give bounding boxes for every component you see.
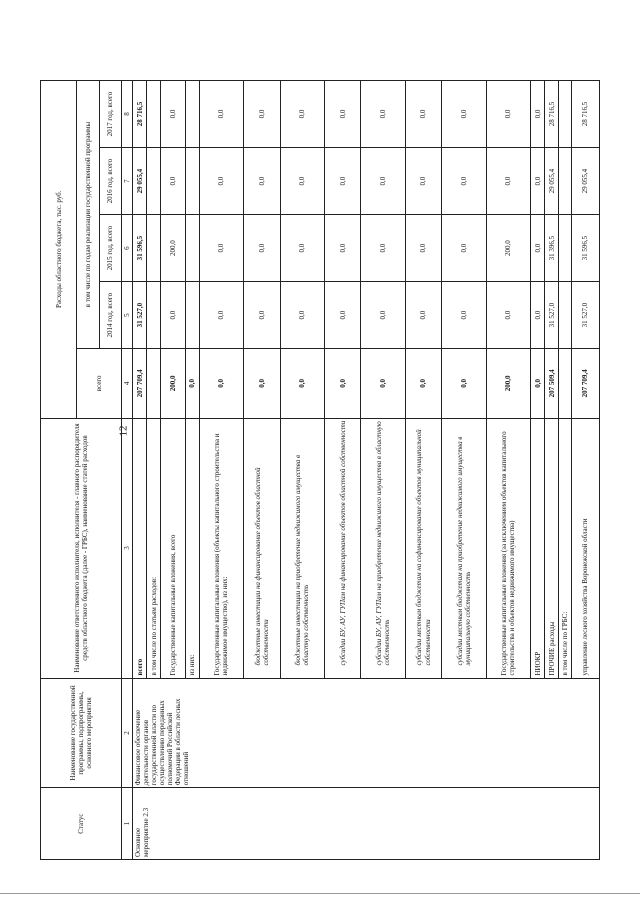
- row-2015: 0,0: [324, 215, 360, 282]
- row-2017: 0,0: [361, 81, 405, 148]
- table-wrapper: [40, 80, 600, 860]
- row-total: 0,0: [405, 349, 441, 418]
- row-label: субсидии местным бюджетам на приобретение недвижимого имущества в муниципальную собственность: [442, 418, 486, 678]
- row-label: управление лесного хозяйства Воронежской области: [571, 418, 599, 678]
- row-2015: [185, 215, 199, 282]
- header-total: всего: [77, 349, 121, 418]
- row-2016: 0,0: [405, 148, 441, 215]
- table-row: [133, 81, 147, 860]
- row-2017: 0,0: [486, 81, 530, 148]
- header-2015: 2015 год, всего: [99, 215, 121, 282]
- row-2016: [559, 148, 571, 215]
- row-total: 207 509,4: [545, 349, 559, 418]
- row-2014: 0,0: [361, 282, 405, 349]
- col-number: 7: [121, 148, 132, 215]
- row-2016: 0,0: [442, 148, 486, 215]
- row-total: [147, 349, 161, 418]
- row-total: 0,0: [199, 349, 243, 418]
- row-2015: 31 596,5: [133, 215, 147, 282]
- row-label: субсидии местным бюджетам на софинансирование объектов муниципальной собственности: [405, 418, 441, 678]
- row-2015: 0,0: [361, 215, 405, 282]
- header-program-name: Наименование государственной программы, подпрограммы, основного мероприятия: [41, 678, 122, 788]
- header-2014: 2014 год, всего: [99, 282, 121, 349]
- row-total: 207 709,4: [133, 349, 147, 418]
- row-2015: [147, 215, 161, 282]
- row-label: Государственные капитальные вложения (объекты капитального строительства и недвижимое имущество), из них:: [199, 418, 243, 678]
- row-2016: 29 055,4: [133, 148, 147, 215]
- row-2014: 0,0: [531, 282, 545, 349]
- expenses-table: [40, 80, 600, 860]
- row-2017: 0,0: [280, 81, 324, 148]
- row-label: из них:: [185, 418, 199, 678]
- row-total: 200,0: [486, 349, 530, 418]
- row-total: 0,0: [531, 349, 545, 418]
- row-2017: 28 716,5: [545, 81, 559, 148]
- row-2017: 0,0: [324, 81, 360, 148]
- row-total: 0,0: [442, 349, 486, 418]
- row-2015: 0,0: [244, 215, 280, 282]
- row-2014: [559, 282, 571, 349]
- row-label: бюджетные инвестиции на приобретение недвижимого имущества в областную собственность: [280, 418, 324, 678]
- col-number: 1: [121, 788, 132, 860]
- row-2014: [147, 282, 161, 349]
- row-2017: 28 716,5: [571, 81, 599, 148]
- row-2014: 0,0: [199, 282, 243, 349]
- row-2016: 29 055,4: [571, 148, 599, 215]
- col-number: 8: [121, 81, 132, 148]
- row-2017: [559, 81, 571, 148]
- row-label: бюджетные инвестиции на финансирование объектов областной собственности: [244, 418, 280, 678]
- row-2015: 200,0: [161, 215, 185, 282]
- row-2017: 0,0: [405, 81, 441, 148]
- row-total: 0,0: [324, 349, 360, 418]
- row-2015: 200,0: [486, 215, 530, 282]
- row-label: в том числе по статьям расходов:: [147, 418, 161, 678]
- row-2017: 0,0: [199, 81, 243, 148]
- row-2014: 31 527,0: [133, 282, 147, 349]
- row-2017: [147, 81, 161, 148]
- header-2017: 2017 год, всего: [99, 81, 121, 148]
- row-2016: 0,0: [531, 148, 545, 215]
- row-2014: 0,0: [442, 282, 486, 349]
- row-2016: 29 055,4: [545, 148, 559, 215]
- scan-edge-divider: [0, 893, 640, 894]
- row-2016: 0,0: [199, 148, 243, 215]
- row-total: 207 709,4: [571, 349, 599, 418]
- row-2015: 0,0: [280, 215, 324, 282]
- row-2014: 0,0: [324, 282, 360, 349]
- row-2017: 28 716,5: [133, 81, 147, 148]
- row-2016: [185, 148, 199, 215]
- row-2014: [185, 282, 199, 349]
- header-2016: 2016 год, всего: [99, 148, 121, 215]
- col-number: 3: [121, 418, 132, 678]
- row-2015: 31 396,5: [545, 215, 559, 282]
- row-total: 0,0: [244, 349, 280, 418]
- row-2015: 0,0: [442, 215, 486, 282]
- row-label: всего: [133, 418, 147, 678]
- row-2016: 0,0: [244, 148, 280, 215]
- row-label: в том числе по ГРБС:: [559, 418, 571, 678]
- header-executor: Наименование ответственного исполнителя, исполнителя - главного распорядителя средств областного бюджета (далее - ГРБС), наименование статей расходов: [41, 418, 122, 678]
- row-2017: 0,0: [442, 81, 486, 148]
- row-2014: 31 527,0: [545, 282, 559, 349]
- status-cell: Основное мероприятие 2.3: [133, 788, 600, 860]
- row-label: Государственные капитальные вложения (за исключением объектов капитального строительства и объектов недвижимого имущества): [486, 418, 530, 678]
- row-2014: 0,0: [280, 282, 324, 349]
- row-total: 0,0: [280, 349, 324, 418]
- row-2017: [185, 81, 199, 148]
- rotated-page: [40, 80, 600, 860]
- row-2017: 0,0: [244, 81, 280, 148]
- header-by-years: в том числе по годам реализации государственной программы: [77, 81, 99, 349]
- row-2014: 0,0: [486, 282, 530, 349]
- column-numbers-row: [121, 81, 132, 860]
- row-total: 0,0: [361, 349, 405, 418]
- row-label: Государственные капитальные вложения, всего: [161, 418, 185, 678]
- col-number: 4: [121, 349, 132, 418]
- row-total: [559, 349, 571, 418]
- row-2015: 31 596,5: [571, 215, 599, 282]
- col-number: 6: [121, 215, 132, 282]
- row-2016: 0,0: [161, 148, 185, 215]
- row-label: ПРОЧИЕ расходы: [545, 418, 559, 678]
- row-2015: 0,0: [531, 215, 545, 282]
- row-2014: 0,0: [244, 282, 280, 349]
- row-2016: 0,0: [324, 148, 360, 215]
- row-label: НИОКР: [531, 418, 545, 678]
- row-2014: 0,0: [405, 282, 441, 349]
- col-number: 5: [121, 282, 132, 349]
- row-2017: 0,0: [531, 81, 545, 148]
- page-number: 12: [117, 425, 130, 437]
- row-2015: 0,0: [199, 215, 243, 282]
- row-total: 0,0: [185, 349, 199, 418]
- row-label: субсидии БУ, АУ, ГУПам на финансирование объектов областной собственности: [324, 418, 360, 678]
- row-2015: [559, 215, 571, 282]
- row-2017: 0,0: [161, 81, 185, 148]
- row-total: 200,0: [161, 349, 185, 418]
- header-expenses-group: Расходы областного бюджета, тыс. руб.: [41, 81, 77, 419]
- row-2016: 0,0: [280, 148, 324, 215]
- row-2016: 0,0: [486, 148, 530, 215]
- row-2016: 0,0: [361, 148, 405, 215]
- col-number: 2: [121, 678, 132, 788]
- row-2014: 0,0: [161, 282, 185, 349]
- row-2014: 31 527,0: [571, 282, 599, 349]
- program-cell: Финансовое обеспечение деятельности органов государственной власти по осуществлению переданных полномочий Российской Федерации в области лесных отношений: [133, 678, 600, 788]
- row-2015: 0,0: [405, 215, 441, 282]
- row-label: субсидии БУ, АУ, ГУПам на приобретение недвижимого имущества в областную собственность: [361, 418, 405, 678]
- row-2016: [147, 148, 161, 215]
- header-status: Статус: [41, 788, 122, 860]
